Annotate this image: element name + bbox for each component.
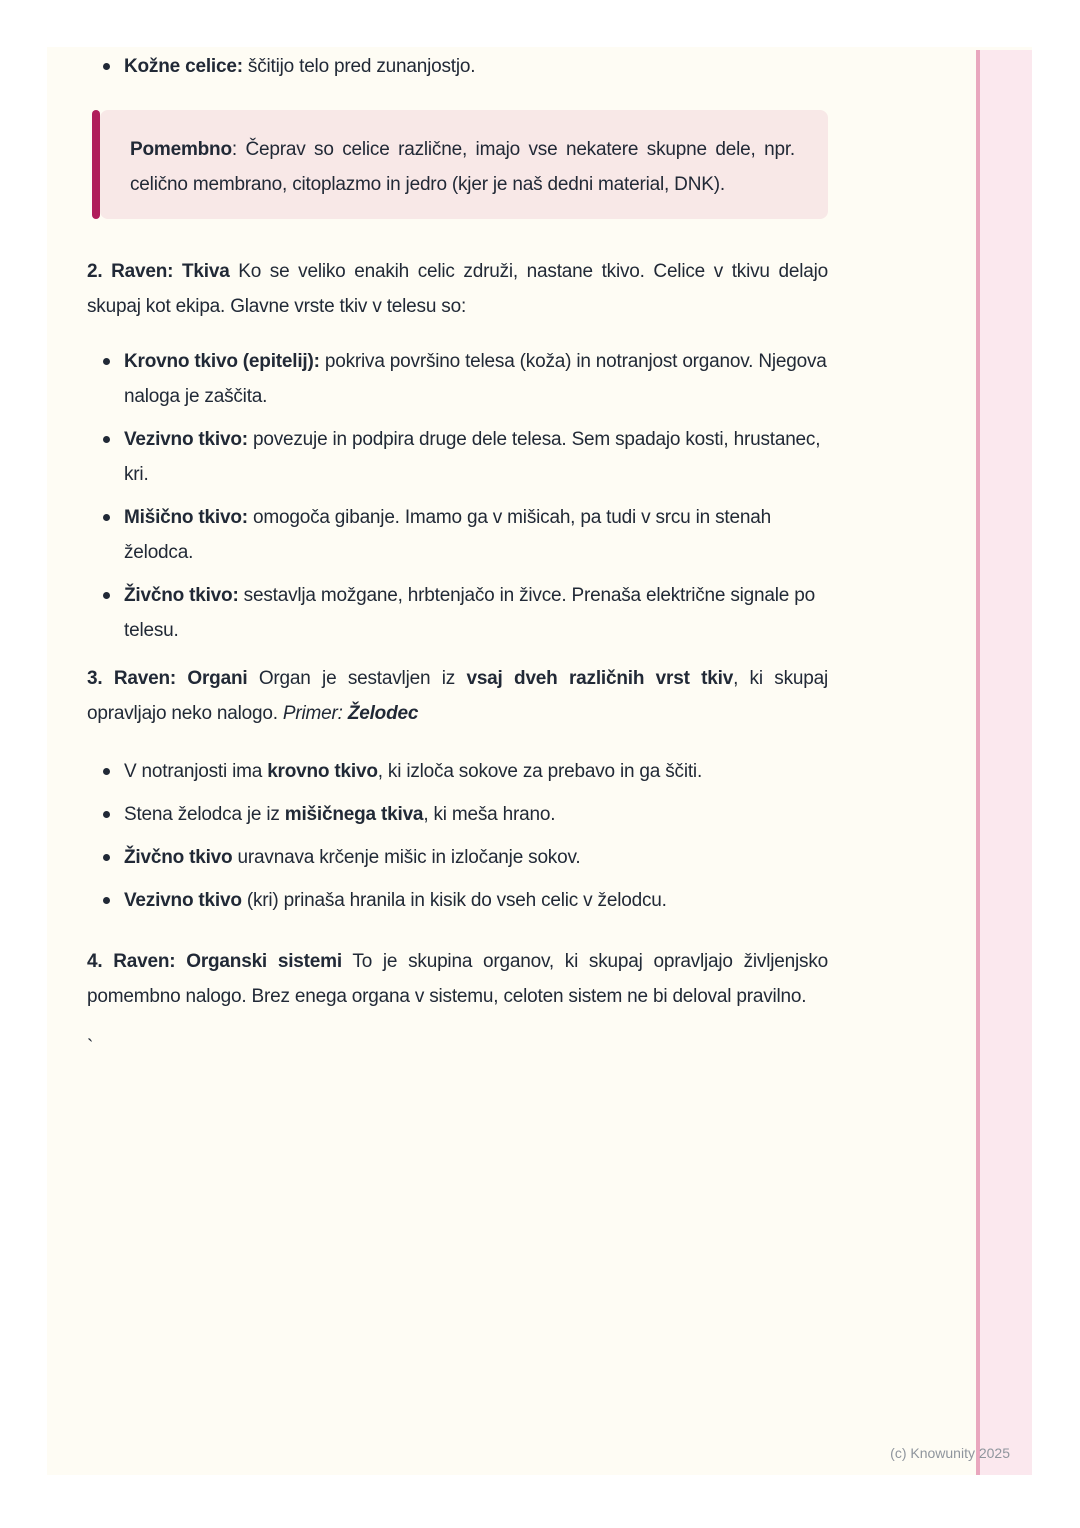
list-item-bold: krovno tkivo — [267, 761, 378, 782]
document-content — [47, 47, 1032, 1065]
callout-accent-bar — [92, 110, 100, 219]
paragraph-text: , ki skupaj opravljajo neko nalogo. — [87, 668, 828, 724]
list-item-text: (kri) prinaša hranila in kisik do vseh celic v želodcu. — [241, 890, 667, 911]
example-label: Primer: — [282, 703, 348, 724]
list-item-vezivno-tkivo — [124, 422, 828, 492]
footer-copyright: (c) Knowunity 2025 — [890, 1445, 1010, 1461]
list-item-bold: Vezivno tkivo — [124, 890, 242, 911]
organ-list — [87, 754, 828, 918]
list-item-text: pokriva površino telesa (koža) in notranjost organov. Njegova naloga je zaščita. — [124, 351, 827, 407]
callout-body: : Čeprav so celice različne, imajo vse nekatere skupne dele, npr. celično membrano, citoplazmo in jedro (kjer je naš dedni material, DNK). — [130, 139, 795, 195]
list-item-lead: Živčno tkivo: — [124, 585, 239, 606]
paragraph-lead: 4. Raven: Organski sistemi — [87, 951, 342, 972]
paragraph-level-2 — [87, 254, 828, 324]
list-item-stena — [124, 797, 828, 832]
stray-character: ` — [87, 1037, 94, 1058]
list-item-text: V notranjosti ima — [124, 761, 268, 782]
callout-box — [100, 110, 828, 219]
example-value: Želodec — [347, 703, 419, 724]
callout-pomembno — [92, 110, 828, 219]
list-item-krovno-tkivo — [124, 344, 828, 414]
list-item-notranjost — [124, 754, 828, 789]
paragraph-lead: 2. Raven: Tkiva — [87, 261, 230, 282]
paragraph-text: Ko se veliko enakih celic združi, nastane tkivo. Celice v tkivu delajo skupaj kot ekipa. Glavne vrste tkiv v telesu so: — [87, 261, 828, 317]
list-item-bold: Živčno tkivo — [124, 847, 233, 868]
callout-text — [130, 132, 795, 202]
paragraph-text: To je skupina organov, ki skupaj opravljajo življenjsko pomembno nalogo. Brez enega organa v sistemu, celoten sistem ne bi deloval pravilno. — [87, 951, 828, 1007]
list-item-text: omogoča gibanje. Imamo ga v mišicah, pa tudi v srcu in stenah želodca. — [124, 507, 771, 563]
list-item-bold: mišičnega tkiva — [284, 804, 424, 825]
list-item-zivcno — [124, 840, 828, 875]
paragraph-emphasis: vsaj dveh različnih vrst tkiv — [466, 668, 734, 689]
list-item-text: povezuje in podpira druge dele telesa. Sem spadajo kosti, hrustanec, kri. — [124, 429, 821, 485]
list-item-lead: Krovno tkivo (epitelij): — [124, 351, 320, 372]
list-item-text: uravnava krčenje mišic in izločanje sokov. — [232, 847, 581, 868]
paragraph-text: Organ je sestavljen iz — [247, 668, 467, 689]
document-card — [47, 47, 1032, 1475]
list-item-lead: Mišično tkivo: — [124, 507, 248, 528]
tissue-list — [87, 344, 828, 648]
list-item-lead: Vezivno tkivo: — [124, 429, 248, 450]
list-item-text: sestavlja možgane, hrbtenjačo in živce. Prenaša električne signale po telesu. — [124, 585, 815, 641]
paragraph-level-3 — [87, 661, 828, 731]
list-item-text: ščitijo telo pred zunanjostjo. — [242, 56, 476, 77]
list-item-zivcno-tkivo — [124, 578, 828, 648]
callout-lead: Pomembno — [130, 139, 232, 160]
list-item-vezivno — [124, 883, 828, 918]
paragraph-lead: 3. Raven: Organi — [87, 668, 248, 689]
list-item-text: , ki izloča sokove za prebavo in ga ščiti. — [377, 761, 703, 782]
list-item-lead: Kožne celice: — [124, 56, 243, 77]
list-item-text: , ki meša hrano. — [423, 804, 556, 825]
intro-list — [87, 49, 828, 84]
list-item-kozne-celice — [124, 49, 828, 84]
list-item-misicno-tkivo — [124, 500, 828, 570]
paragraph-level-4 — [87, 944, 828, 1014]
list-item-text: Stena želodca je iz — [124, 804, 285, 825]
